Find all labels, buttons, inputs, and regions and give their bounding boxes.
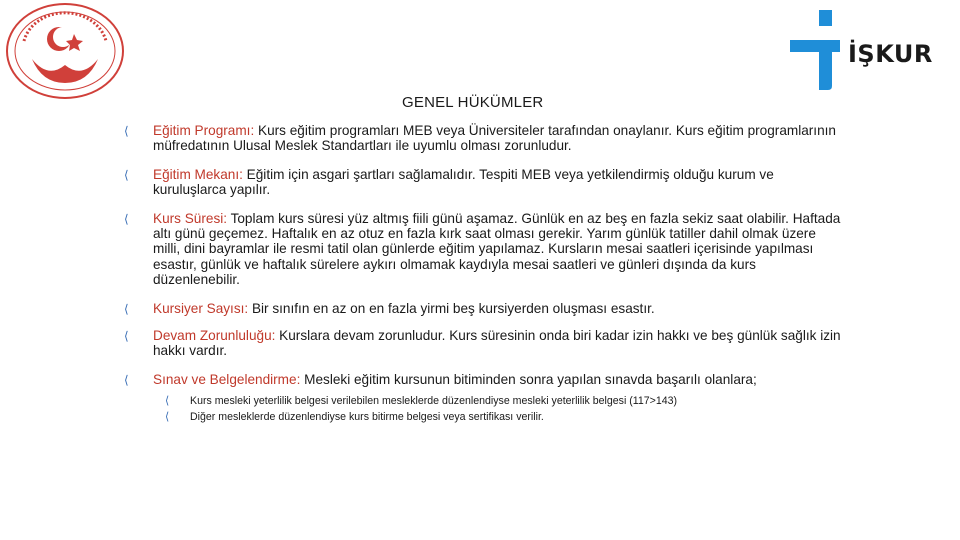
sub-list-item: ⟨ Kurs mesleki yeterlilik belgesi verilebilen mesleklerde düzenlendiyse mesleki yeterlilik belgesi (117>143) [165, 395, 678, 408]
list-item [124, 301, 844, 316]
bullet-icon: ⟨ [124, 124, 129, 138]
item-label: Kurs Süresi: [153, 210, 228, 226]
list-item [124, 372, 844, 425]
bullet-icon: ⟨ [165, 395, 170, 408]
sub-list-item: ⟨ Diğer mesleklerde düzenlendiyse kurs bitirme belgesi veya sertifikası verilir. [165, 411, 544, 424]
item-text: Toplam kurs süresi yüz altmış fiili günü aşamaz. Günlük en az beş en fazla sekiz saat olabilir. Haftada altı günü geçemez. Haftalık en az otuz en fazla kırk saat olması gerekir. Yarım günlük tatiller dahil olmak üzere milli, dini bayramlar ile resmi tatil olan günlerde eğitim yapılamaz. Kursların mesai saatleri içerisinde yapılması esastır, günlük ve haftalık sürelere aykırı olmamak kaydıyla mesai saatleri ve günleri dışında da kurs düzenlenebilir. [153, 210, 841, 288]
iskur-wordmark: İŞKUR [848, 40, 933, 68]
bullet-icon: ⟨ [124, 372, 129, 387]
bullet-icon: ⟨ [124, 211, 129, 226]
item-label: Kursiyer Sayısı: [153, 300, 249, 316]
list-item [124, 211, 844, 288]
item-text: Eğitim için asgari şartları sağlamalıdır. Tespiti MEB veya yetkilendirmiş olduğu kurum ve kuruluşlarca yapılır. [153, 166, 774, 198]
bullet-icon: ⟨ [165, 411, 170, 424]
sub-list [153, 393, 844, 425]
bullet-icon: ⟨ [124, 301, 129, 316]
item-text: Kurs eğitim programları MEB veya Üniversiteler tarafından onaylanır. Kurs eğitim programlarının müfredatının Ulusal Meslek Standartları ile uyumlu olması zorunludur. [153, 123, 836, 154]
item-text: Kurslara devam zorunludur. Kurs süresinin onda biri kadar izin hakkı ve beş günlük sağlık izin hakkı vardır. [153, 328, 841, 359]
item-label: Eğitim Mekanı: [153, 166, 243, 182]
rules-list [124, 123, 844, 425]
item-label: Sınav ve Belgelendirme: [153, 371, 301, 387]
item-text: Mesleki eğitim kursunun bitiminden sonra yapılan sınavda başarılı olanlara; [300, 371, 757, 387]
item-label: Devam Zorunluluğu: [153, 328, 276, 344]
bullet-icon: ⟨ [124, 167, 129, 182]
ministry-seal-logo [0, 0, 130, 102]
item-text: Bir sınıfın en az on en fazla yirmi beş kursiyerden oluşması esastır. [248, 300, 655, 316]
iskur-logo [786, 10, 946, 90]
list-item [124, 167, 844, 198]
item-label: Eğitim Programı: [153, 123, 255, 138]
list-item [124, 123, 844, 154]
list-item [124, 328, 844, 359]
bullet-icon: ⟨ [124, 329, 129, 344]
